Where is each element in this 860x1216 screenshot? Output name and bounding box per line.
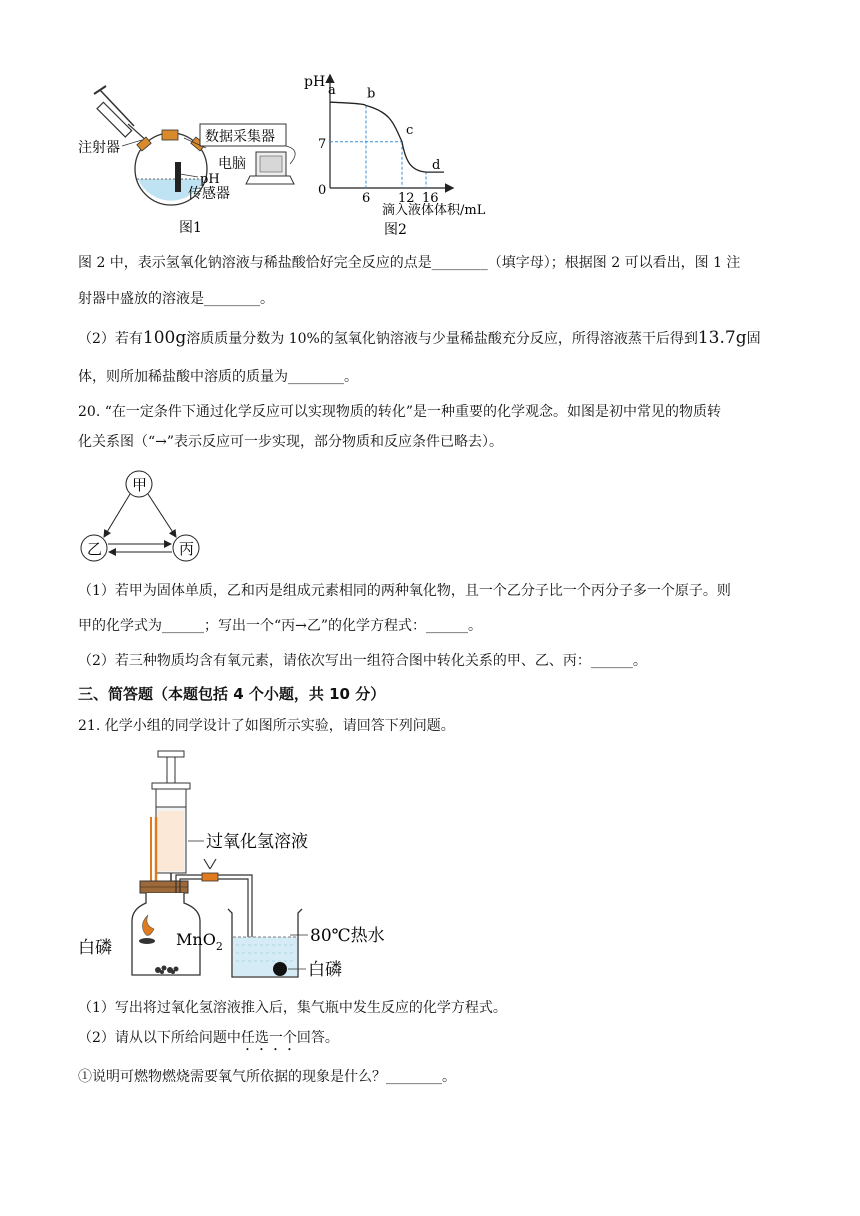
- figure-1-caption: 图1: [179, 220, 202, 234]
- node-jia-label: 甲: [132, 476, 148, 494]
- x-tick-label-16: 16: [422, 191, 439, 206]
- q20-intro-line-1: 20. “在一定条件下通过化学反应可以实现物质的转化”是一种重要的化学观念。如图是初中常见的物质转: [78, 404, 722, 420]
- origin-label: 0: [318, 183, 327, 198]
- figure-1-apparatus: [76, 84, 306, 234]
- figure-2-caption: 图2: [384, 222, 407, 238]
- white-phosphorus-ball: [273, 962, 287, 976]
- x-tick-label-6: 6: [362, 191, 371, 206]
- syringe-label: 注射器: [78, 140, 120, 156]
- sensor-label-ph: pH: [200, 172, 220, 187]
- node-yi-label: 乙: [87, 540, 103, 558]
- label-hotwater: 80℃热水: [310, 926, 385, 946]
- figure-2-ph-chart: [300, 70, 500, 238]
- q19-mass-2: 13.7g: [697, 328, 747, 348]
- q19-part-2-prefix: （2）若有: [78, 331, 143, 347]
- q21-part-2: [78, 1027, 339, 1054]
- syringe-icon: [94, 86, 148, 142]
- data-collector-label: 数据采集器: [205, 129, 275, 145]
- q19-mass-1: 100g: [142, 328, 187, 348]
- q19-part-2-mid: 溶质质量分数为 10%的氢氧化钠溶液与少量稀盐酸充分反应，所得溶液蒸干后得到: [186, 331, 698, 347]
- x-tick-label-12: 12: [398, 191, 415, 206]
- syringe-icon: [152, 751, 190, 881]
- point-label-c: c: [406, 122, 414, 138]
- clamp-icon: [202, 859, 218, 881]
- label-bailin-left: 白磷: [78, 938, 112, 958]
- y-axis-label: pH: [304, 74, 326, 90]
- point-label-b: b: [367, 86, 376, 102]
- q21-part-2-suffix: 回答。: [296, 1030, 339, 1046]
- point-label-a: a: [328, 83, 336, 99]
- y-tick-label: 7: [318, 137, 327, 152]
- label-mno2: MnO$_2$: [176, 930, 223, 953]
- q21-part-1: （1）写出将过氧化氢溶液推入后，集气瓶中发生反应的化学方程式。: [78, 1000, 507, 1016]
- q21-intro: 21. 化学小组的同学设计了如图所示实验，请回答下列问题。: [78, 718, 455, 734]
- computer-label: 电脑: [218, 156, 246, 172]
- q19-part-2: [78, 327, 761, 350]
- q21-apparatus-figure: [76, 747, 396, 987]
- point-label-d: d: [432, 157, 441, 173]
- q20-intro-line-2: 化关系图（“→”表示反应可一步实现，部分物质和反应条件已略去）。: [78, 434, 504, 450]
- arrow-jia-to-yi: [104, 494, 130, 537]
- label-h2o2: 过氧化氢溶液: [206, 832, 308, 852]
- arrow-jia-to-bing: [148, 494, 176, 537]
- q20-part-2: （2）若三种物质均含有氧元素，请依次写出一组符合图中转化关系的甲、乙、丙：______。: [78, 653, 647, 669]
- q21-part-3: ①说明可燃物燃烧需要氧气所依据的现象是什么？________。: [78, 1069, 456, 1085]
- ph-curve-line: [330, 102, 444, 172]
- node-bing-label: 丙: [179, 540, 195, 558]
- x-axis-label: 滴入液体体积/mL: [382, 203, 486, 218]
- computer-icon: [246, 146, 295, 184]
- q21-part-2-emphasis: 任选一个: [240, 1030, 297, 1046]
- sensor-label-text: 传感器: [188, 186, 230, 202]
- q20-part-1-line-1: （1）若甲为固体单质，乙和丙是组成元素相同的两种氧化物，且一个乙分子比一个丙分子多一个原子。则: [78, 583, 731, 599]
- q21-part-2-prefix: （2）请从以下所给问题中: [78, 1030, 241, 1046]
- q20-transformation-diagram: [76, 467, 206, 567]
- q19-part-2-suffix: 固: [746, 331, 761, 347]
- q19-line-2: 射器中盛放的溶液是________。: [78, 291, 274, 307]
- section-3-heading: 三、简答题（本题包括 4 个小题，共 10 分）: [78, 685, 386, 703]
- q20-part-1-line-2: 甲的化学式为______；写出一个“丙→乙”的化学方程式：______。: [78, 618, 483, 634]
- q19-line-1: 图 2 中，表示氢氧化钠溶液与稀盐酸恰好完全反应的点是________（填字母）；根据图 2 可以看出，图 1 注: [78, 255, 741, 271]
- q19-line-4: 体，则所加稀盐酸中溶质的质量为________。: [78, 369, 358, 385]
- label-bailin-right: 白磷: [308, 960, 342, 980]
